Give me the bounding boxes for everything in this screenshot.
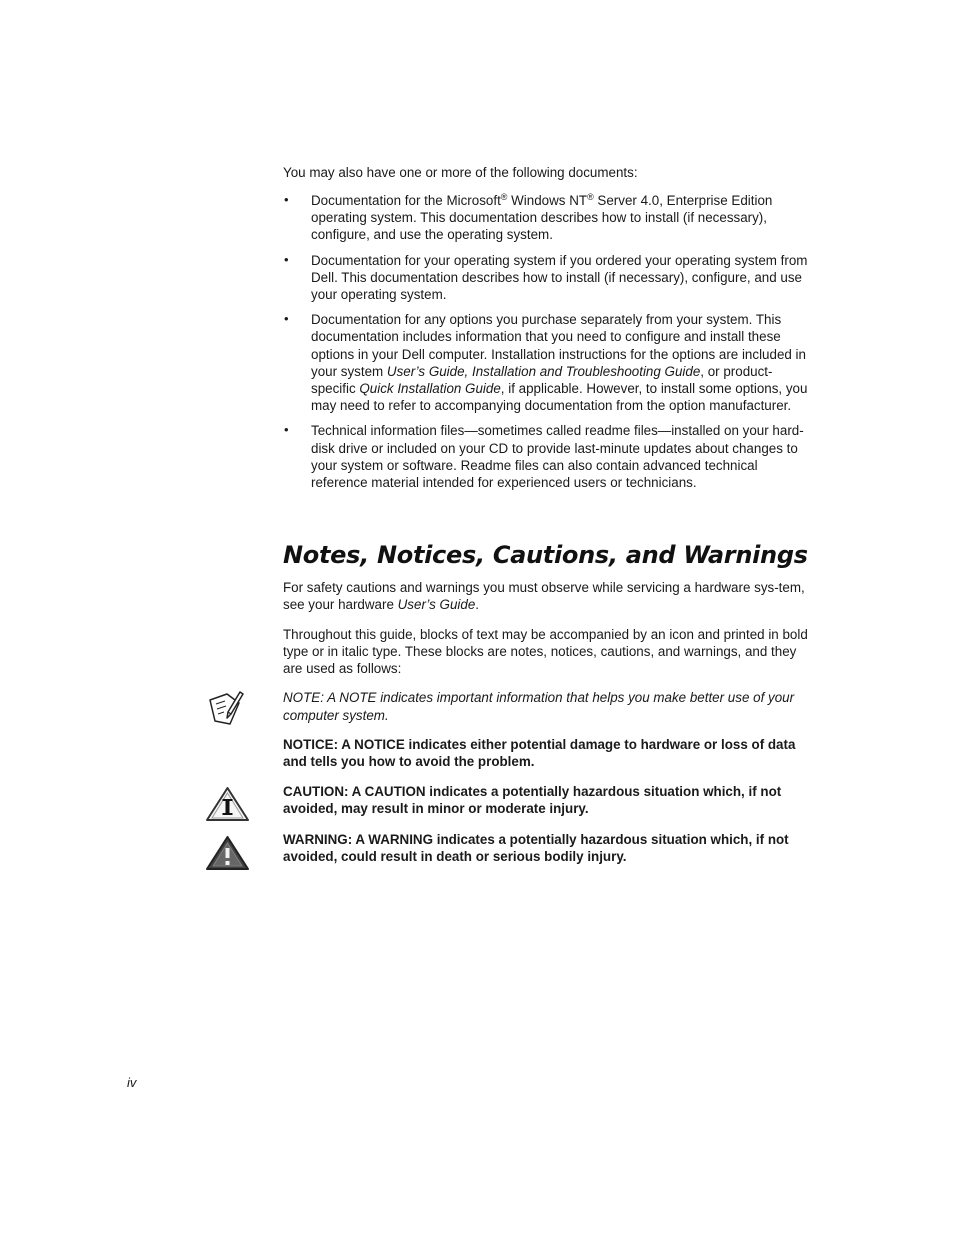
caution-text: CAUTION: A CAUTION indicates a potentially hazardous situation which, if not avoided, may result in minor or moderate injury. xyxy=(283,784,782,817)
caution-triangle-icon xyxy=(205,786,250,822)
bullet: • xyxy=(284,422,289,438)
bullet: • xyxy=(284,192,289,207)
documents-list xyxy=(283,192,811,499)
bullet: • xyxy=(284,311,289,327)
section-heading: Notes, Notices, Cautions, and Warnings xyxy=(283,541,808,569)
intro-text: You may also have one or more of the following documents: xyxy=(283,165,638,180)
bullet: • xyxy=(284,251,289,267)
warning-text: WARNING: A WARNING indicates a potentially hazardous situation which, if not avoided, could result in death or serious bodily injury. xyxy=(283,832,789,865)
notice-text: NOTICE: A NOTICE indicates either potential damage to hardware or loss of data and tells you how to avoid the problem. xyxy=(283,737,796,770)
registered-mark: ® xyxy=(500,192,508,202)
paragraph: For safety cautions and warnings you must observe while servicing a hardware sys-tem, see your hardware User’s Guide. xyxy=(283,580,805,613)
list-item: • Documentation for any options you purchase separately from your system. This documentation includes information that you need to configure and install these options in your Dell computer. Installation instructions for the options are included in your system User’s Guide, Installation and Troubleshooting Guide, or product-specific Quick Installation Guide, if applicable. However, to install some options, you may need to refer to accompanying documentation from the option manufacturer. xyxy=(284,311,808,414)
guide-title: Quick Installation Guide xyxy=(359,381,501,397)
list-item: • Documentation for your operating system if you ordered your operating system from Dell. This documentation describes how to install (if necessary), configure, and use your operating system. xyxy=(284,251,808,303)
list-item: • Documentation for the Microsoft® Windows NT® Server 4.0, Enterprise Edition operating system. This documentation describes how to install (if necessary), configure, and use the operating system. xyxy=(284,192,773,243)
paragraph: Throughout this guide, blocks of text may be accompanied by an icon and printed in bold type or in italic type. These blocks are notes, notices, cautions, and warnings, and they are used as follows: xyxy=(283,627,808,677)
guide-title: User’s Guide xyxy=(397,597,476,613)
note-text: NOTE: A NOTE indicates important information that helps you make better use of your computer system. xyxy=(283,690,795,723)
warning-triangle-icon xyxy=(205,835,250,871)
guide-title: User’s Guide, Installation and Troubleshooting Guide xyxy=(386,363,701,379)
list-item: • Technical information files—sometimes called readme files—installed on your hard-disk drive or included on your CD to provide last-minute updates about changes to your system or software. Readme files can also contain advanced technical reference material intended for experienced users or technicians. xyxy=(284,422,804,491)
registered-mark: ® xyxy=(587,192,594,202)
page-number: iv xyxy=(127,1075,137,1090)
note-pencil-icon xyxy=(207,691,247,729)
